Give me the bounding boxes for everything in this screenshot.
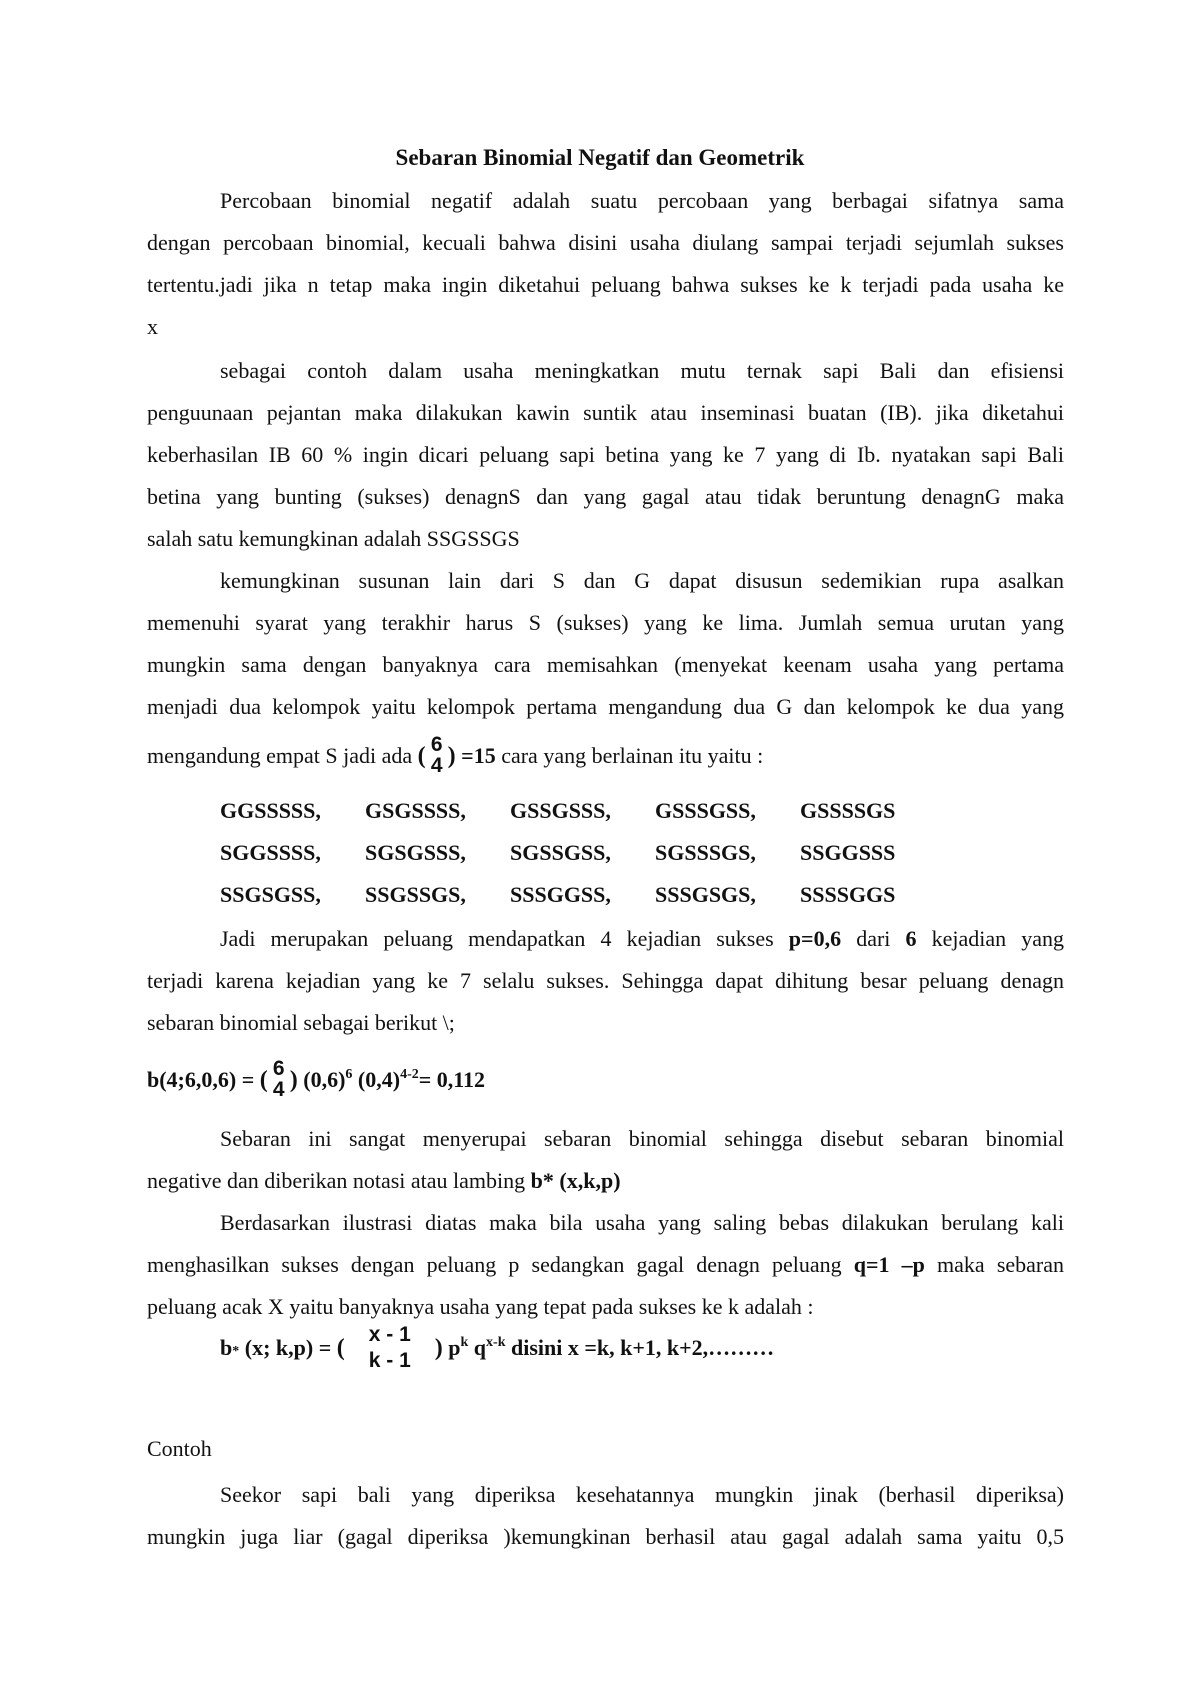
- open-paren: (: [336, 1335, 345, 1361]
- sequence-item: SSSGGSS,: [510, 882, 611, 907]
- combo-top: 6: [430, 732, 443, 756]
- combo-bottom: 4: [272, 1077, 285, 1101]
- q-value: q=1 –p: [853, 1252, 925, 1277]
- formula-exponent: x-k: [486, 1335, 506, 1350]
- close-paren: ): [447, 743, 456, 769]
- text-line: tertentu.jadi jika n tetap maka ingin diketahui peluang bahwa sukses ke k terjadi pada usaha ke: [147, 272, 1064, 297]
- text-line: x: [147, 314, 158, 339]
- formula-term: (0,6): [303, 1067, 346, 1092]
- text-line: sebagai contoh dalam usaha meningkatkan mutu ternak sapi Bali dan efisiensi: [220, 358, 1064, 383]
- text-fragment: cara yang berlainan itu yaitu :: [501, 743, 764, 768]
- sequence-item: SSGGSSS: [800, 840, 896, 865]
- paragraph-5: [147, 1118, 1064, 1202]
- contoh-heading: [147, 1428, 1064, 1470]
- formula-negative-binomial: [220, 1318, 1137, 1378]
- text-line: penguunaan pejantan maka dilakukan kawin suntik atau inseminasi buatan (IB). jika diketahui: [147, 400, 1064, 425]
- text-fragment: kejadian yang: [931, 926, 1064, 951]
- sequence-row: [220, 874, 895, 916]
- combo-bottom: k - 1: [368, 1348, 411, 1372]
- formula-line: [220, 1318, 1137, 1378]
- sequence-item: GSGSSSS,: [365, 798, 466, 823]
- combo-bottom: 4: [430, 753, 443, 777]
- text-line-combination: [147, 728, 1064, 784]
- text-line: kemungkinan susunan lain dari S dan G dapat disusun sedemikian rupa asalkan: [220, 568, 1064, 593]
- text-fragment: negative dan diberikan notasi atau lambing: [147, 1168, 526, 1193]
- formula-binomial: [147, 1052, 1064, 1108]
- text-line: [147, 1160, 1064, 1202]
- text-line: terjadi karena kejadian yang ke 7 selalu sukses. Sehingga dapat dihitung besar peluang denagn: [147, 968, 1064, 993]
- sequence-item: GSSGSSS,: [510, 798, 611, 823]
- formula-result: = 0,112: [418, 1067, 486, 1092]
- formula-exponent: 4-2: [400, 1067, 419, 1082]
- text-line: Sebaran ini sangat menyerupai sebaran binomial sehingga disebut sebaran binomial: [220, 1126, 1064, 1151]
- formula-domain: disini x =k, k+1, k+2,………: [511, 1335, 775, 1360]
- probability-value: p=0,6: [788, 926, 842, 951]
- formula-q: q: [473, 1335, 487, 1360]
- sequence-row: [220, 832, 895, 874]
- text-line: Seekor sapi bali yang diperiksa kesehatannya mungkin jinak (berhasil diperiksa): [220, 1482, 1064, 1507]
- text-line: dengan percobaan binomial, kecuali bahwa disini usaha diulang sampai terjadi sejumlah sukses: [147, 230, 1064, 255]
- formula-p: p: [448, 1335, 461, 1360]
- sequence-item: SSSSGGS: [800, 882, 896, 907]
- combo-top: x - 1: [368, 1322, 411, 1346]
- section-heading: Contoh: [147, 1436, 212, 1461]
- text-line: Percobaan binomial negatif adalah suatu percobaan yang berbagai sifatnya sama: [220, 188, 1064, 213]
- text-fragment: menghasilkan sukses dengan peluang p sedangkan gagal denagn peluang: [147, 1252, 842, 1277]
- text-line: Berdasarkan ilustrasi diatas maka bila usaha yang saling bebas dilakukan berulang kali: [220, 1210, 1064, 1235]
- paragraph-7: [147, 1474, 1064, 1558]
- paragraph-6: [147, 1202, 1064, 1328]
- text-line: [147, 1244, 1064, 1286]
- notation: b* (x,k,p): [530, 1168, 621, 1193]
- close-paren: ): [289, 1067, 298, 1093]
- formula-args: (x; k,p) =: [244, 1335, 332, 1360]
- formula-term: (0,4): [357, 1067, 401, 1092]
- document-title: Sebaran Binomial Negatif dan Geometrik: [395, 145, 805, 170]
- text-fragment: dari: [856, 926, 891, 951]
- binomial-coefficient: [426, 734, 448, 776]
- sequence-item: SSGSSGS,: [365, 882, 466, 907]
- trial-count: 6: [905, 926, 917, 951]
- binomial-coefficient: [345, 1322, 435, 1374]
- sequence-item: SSGSGSS,: [220, 882, 321, 907]
- formula-exponent: 6: [345, 1067, 353, 1082]
- text-line: peluang acak X yaitu banyaknya usaha yang tepat pada sukses ke k adalah :: [147, 1294, 814, 1319]
- sequence-item: GSSSGSS,: [655, 798, 756, 823]
- text-line: betina yang bunting (sukses) denagnS dan yang gagal atau tidak beruntung denagnG maka: [147, 484, 1064, 509]
- text-line: mungkin sama dengan banyaknya cara memisahkan (menyekat keenam usaha yang pertama: [147, 652, 1064, 677]
- text-fragment: maka sebaran: [937, 1252, 1064, 1277]
- sequence-item: GSSSSGS: [800, 798, 896, 823]
- close-paren: ): [434, 1335, 443, 1361]
- sequence-item: GGSSSSS,: [220, 798, 321, 823]
- formula-b: b: [220, 1335, 233, 1360]
- text-line: memenuhi syarat yang terakhir harus S (sukses) yang ke lima. Jumlah semua urutan yang: [147, 610, 1064, 635]
- sequence-row: [220, 790, 895, 832]
- text-line: keberhasilan IB 60 % ingin dicari peluang sapi betina yang ke 7 yang di Ib. nyatakan sapi Bali: [147, 442, 1064, 467]
- paragraph-1: [147, 180, 1064, 348]
- text-line: menjadi dua kelompok yaitu kelompok pertama mengandung dua G dan kelompok ke dua yang: [147, 694, 1064, 719]
- sequence-item: SGSGSSS,: [365, 840, 466, 865]
- formula-line: [147, 1052, 1064, 1108]
- open-paren: (: [417, 743, 426, 769]
- formula-star: *: [232, 1344, 240, 1359]
- binomial-coefficient: [268, 1058, 290, 1100]
- sequence-item: SSSGSGS,: [655, 882, 756, 907]
- formula-lhs: b(4;6,0,6) =: [147, 1067, 255, 1092]
- text-line: [147, 918, 1064, 960]
- formula-exponent: k: [460, 1335, 469, 1350]
- sequence-item: SGSSSGS,: [655, 840, 756, 865]
- paragraph-2: [147, 350, 1064, 560]
- sequence-item: SGGSSSS,: [220, 840, 321, 865]
- sequence-grid: [220, 790, 895, 916]
- paragraph-4: [147, 918, 1064, 1044]
- sequence-item: SGSSGSS,: [510, 840, 611, 865]
- paragraph-3: [147, 560, 1064, 784]
- text-fragment: Jadi merupakan peluang mendapatkan 4 kejadian sukses: [220, 926, 774, 951]
- open-paren: (: [259, 1067, 268, 1093]
- combo-top: 6: [272, 1056, 285, 1080]
- text-line: sebaran binomial sebagai berikut \;: [147, 1010, 455, 1035]
- text-line: mungkin juga liar (gagal diperiksa )kemungkinan berhasil atau gagal adalah sama yaitu 0,5: [147, 1524, 1064, 1549]
- combination-result: =15: [461, 743, 496, 768]
- text-line: salah satu kemungkinan adalah SSGSSGS: [147, 526, 520, 551]
- text-fragment: mengandung empat S jadi ada: [147, 743, 413, 768]
